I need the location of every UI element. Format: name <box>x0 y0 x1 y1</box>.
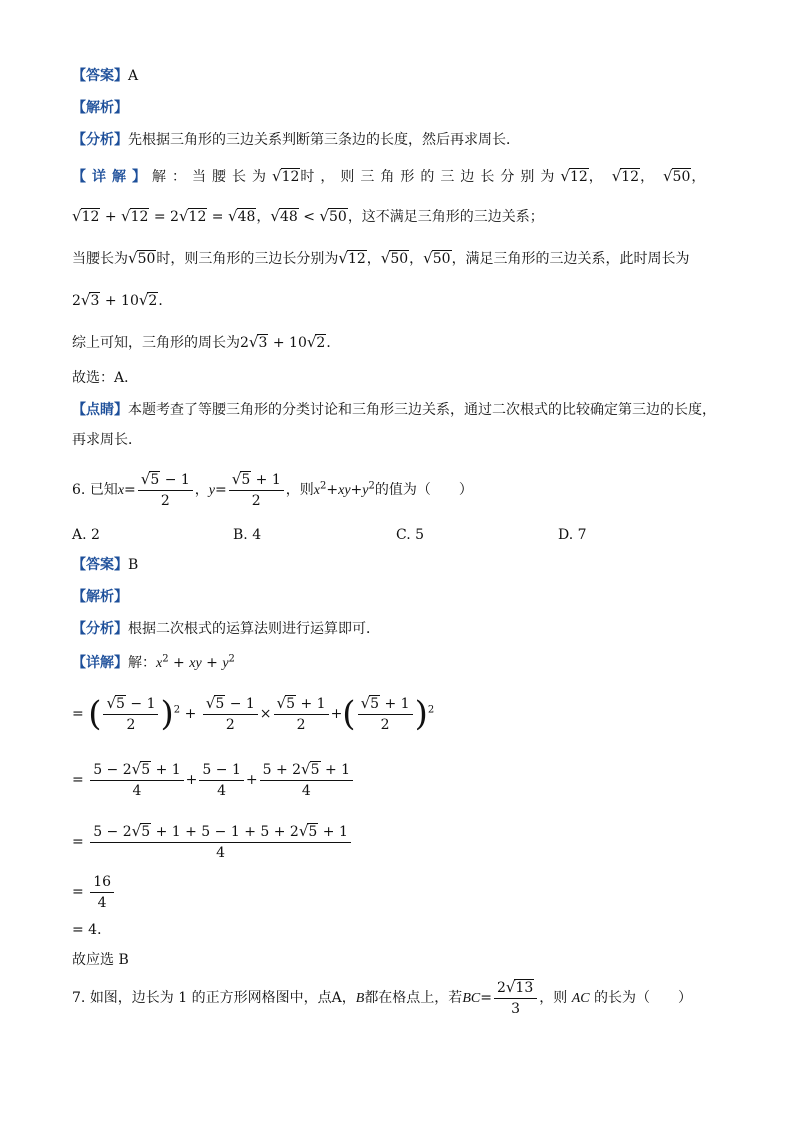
q6-step-4: = $\frac{16}{4}$ <box>72 872 116 912</box>
q6-jiexi-line: 【解析】 <box>72 589 128 605</box>
q6-step-2: = $\frac{5 - 2√5 + 1}{4}$ + $\frac{5 - 1}{4}$ + $\frac{5 + 2√5 + 1}{4}$ <box>72 758 355 802</box>
q6-option-c: C. 5 <box>396 527 425 543</box>
q5-detail-line-2: √12 + √12 = 2√12 = √48，√48 < √50，这不满足三角形的三边关系； <box>72 207 544 225</box>
q5-detail-line-1: 【详解】解：当腰长为√12时，则三角形的三边长分别为√12， √12， √50， <box>72 167 706 185</box>
q6-stem: 6. 已知x= $\frac{√5 - 1}{2}$ ，y= $\frac{√5 + 1}{2}$ ，则$x^2+xy+y^2$的值为（ ） <box>72 470 473 509</box>
q5-answer-line <box>72 66 138 86</box>
q6-final: 故应选 B <box>72 952 129 968</box>
analysis-text: 先根据三角形的三边关系判断第三条边的长度，然后再求周长． <box>128 132 520 148</box>
analysis-tag: 【分析】 <box>72 132 128 148</box>
q5-analysis-line <box>72 130 520 150</box>
q6-step-1: = ( $\frac{√5 - 1}{2}$ )$^2$ + $\frac{√5 - 1}{2}$ × $\frac{√5 + 1}{2}$ +( $\frac{√5 + 1}{2}$ )$^2$ <box>72 694 435 734</box>
q5-detail-line-5: 综上可知，三角形的周长为2√3 + 10√2． <box>72 333 341 351</box>
q6-answer-line: 【答案】B <box>72 557 139 573</box>
q6-option-a: A. 2 <box>72 527 100 543</box>
q6-number: 6. <box>72 482 86 498</box>
detail-tag: 【详解】 <box>72 169 152 185</box>
q7-number: 7. <box>72 990 86 1006</box>
comment-tag: 【点睛】 <box>72 402 128 418</box>
q5-comment-line-2: 再求周长． <box>72 432 142 448</box>
q5-comment-line-1: 【点睛】本题考查了等腰三角形的分类讨论和三角形三边关系，通过二次根式的比较确定第三边的长度， <box>72 402 716 418</box>
q5-detail-line-4: 2√3 + 10√2． <box>72 291 173 309</box>
q6-analysis-line: 【分析】根据二次根式的运算法则进行运算即可． <box>72 621 380 637</box>
q7-stem: 7. 如图，边长为 1 的正方形网格图中，点A，B都在格点上，若BC= $\frac{2√13}{3}$ ，则 AC 的长为（ ） <box>72 978 693 1017</box>
q5-choose-line: 故选：A． <box>72 370 139 386</box>
q6-option-d: D. 7 <box>558 527 587 543</box>
q6-option-b: B. 4 <box>233 527 262 543</box>
answer-tag: 【答案】 <box>72 68 128 84</box>
jiexi-tag: 【解析】 <box>72 100 128 116</box>
q5-detail-line-3: 当腰长为√50时，则三角形的三边长分别为√12，√50，√50，满足三角形的三边关系，此时周长为 <box>72 249 690 267</box>
q6-result: = 4． <box>72 922 112 938</box>
q6-detail-line: 【详解】解：$x^2$ + xy + $y^2$ <box>72 653 235 671</box>
q5-jiexi-line <box>72 98 128 118</box>
answer-value: A <box>128 68 139 84</box>
q6-step-3: = $\frac{5 - 2√5 + 1 + 5 - 1 + 5 + 2√5 + 1}{4}$ <box>72 820 353 864</box>
